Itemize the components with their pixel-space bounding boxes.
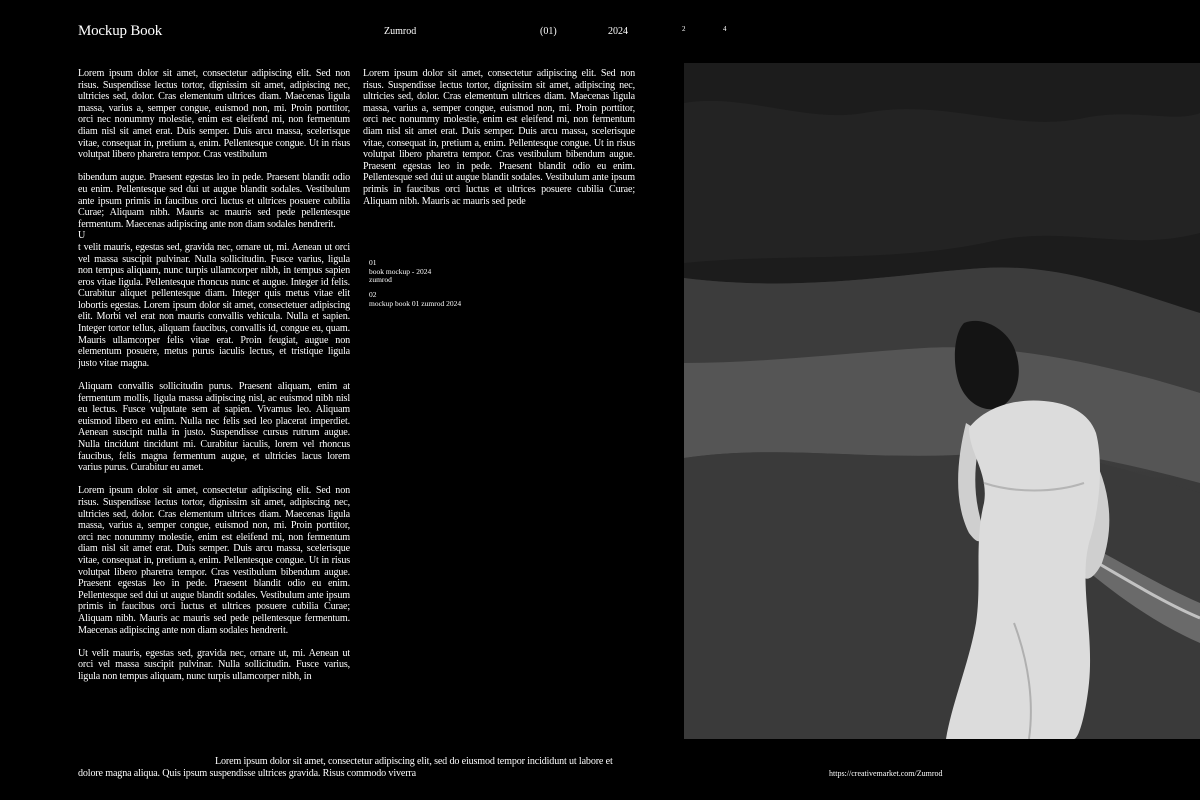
paragraph: t velit mauris, egestas sed, gravida nec, ornare ut, mi. Aenean ut orci vel massa suscipit pulvinar. Nulla sollicitudin. Fusce varius, ligula non tempus aliquam, nunc turpis ullamcorper nibh, in tempus sapien eros vitae ligula. Pellentesque rhoncus nunc et augue. Integer id felis. Curabitur aliquet pellentesque diam. Integer quis metus vitae elit lobortis egestas. Lorem ipsum dolor sit amet, consectetuer adipiscing elit. Morbi vel erat non mauris convallis vehicula. Nulla et sapien. Integer tortor tellus, aliquam faucibus, convallis id, congue eu, quam. Mauris ullamcorper felis vitae erat. Proin feugiat, augue non elementum posuere, metus purus iaculis lectus, et tristique ligula justo vitae magna. (78, 241, 350, 369)
paragraph: Ut velit mauris, egestas sed, gravida nec, ornare ut, mi. Aenean ut orci vel massa suscipit pulvinar. Nulla sollicitudin. Fusce varius, ligula non tempus aliquam, nunc turpis ullamcorper nibh, in (78, 647, 350, 682)
credit-line: book mockup - 2024 (369, 266, 432, 276)
credit-block-2 (369, 291, 461, 308)
credit-line: mockup book 01 zumrod 2024 (369, 298, 462, 308)
paragraph: Aliquam convallis sollicitudin purus. Praesent aliquam, enim at fermentum mollis, ligula massa adipiscing nisl, ac euismod nibh nisl eu lectus. Fusce vulputate sem at sapien. Vivamus leo. Aliquam euismod libero eu enim. Nulla nec felis sed leo placerat imperdiet. Aenean suscipit nulla in justo. Suspendisse cursus rutrum augue. Nulla tincidunt tincidunt mi. Curabitur iaculis, lorem vel rhoncus faucibus, felis magna fermentum augue, et ultricies lacus lorem varius purus. Curabitur eu amet. (78, 381, 350, 474)
paragraph: bibendum augue. Praesent egestas leo in pede. Praesent blandit odio eu enim. Pellentesque sed dui ut augue blandit sodales. Vestibulum ante ipsum primis in faucibus orci luctus et ultrices posuere cubilia Curae; Aliquam nibh. Mauris ac mauris sed pede pellentesque fermentum. Maecenas adipiscing ante non diam sodales hendrerit. (78, 172, 350, 230)
paragraph: Lorem ipsum dolor sit amet, consectetur adipiscing elit. Sed non risus. Suspendisse lectus tortor, dignissim sit amet, adipiscing nec, ultricies sed, dolor. Cras elementum ultrices diam. Maecenas ligula massa, varius a, semper congue, euismod non, mi. Proin porttitor, orci nec nonummy molestie, enim est eleifend mi, non fermentum diam nisl sit amet erat. Duis semper. Duis arcu massa, scelerisque vitae, consequat in, pretium a, enim. Pellentesque congue. Ut in risus volutpat libero pharetra tempor. Cras vestibulum (78, 68, 350, 161)
photo-illustration (684, 63, 1200, 739)
photo-woman-on-shore (684, 63, 1200, 739)
credit-line: zumrod (369, 275, 392, 284)
footer-text: Lorem ipsum dolor sit amet, consectetur adipiscing elit, sed do eiusmod tempor incididunt ut labore et dolore magna aliqua. Quis ipsum suspendisse ultrices gravida. Risus commodo viverra (78, 756, 613, 779)
right-text-column (363, 68, 635, 207)
credit-block-1 (369, 259, 431, 285)
paragraph: Lorem ipsum dolor sit amet, consectetur adipiscing elit. Sed non risus. Suspendisse lectus tortor, dignissim sit amet, adipiscing nec, ultricies sed, dolor. Cras elementum ultrices diam. Maecenas ligula massa, varius a, semper congue, euismod non, mi. Proin porttitor, orci nec nonummy molestie, enim est eleifend mi, non fermentum diam nisl sit amet erat. Duis semper. Duis arcu massa, scelerisque vitae, consequat in, pretium a, enim. Pellentesque congue. Ut in risus volutpat libero pharetra tempor. Cras vestibulum bibendum augue. Praesent egestas leo in pede. Praesent blandit odio eu enim. Pellentesque sed dui ut augue blandit sodales. Vestibulum ante ipsum primis in faucibus orci luctus et ultrices posuere cubilia Curae; Aliquam nibh. Mauris ac mauris sed pede (363, 68, 635, 207)
drop-letter: U (78, 230, 86, 242)
header-year: 2024 (608, 26, 628, 37)
footer-url[interactable]: https://creativemarket.com/Zumrod (829, 769, 943, 778)
issue-number: (01) (540, 26, 557, 37)
credit-number: 01 (369, 258, 377, 267)
credit-number: 02 (369, 290, 377, 299)
header-title: Zumrod (384, 26, 417, 37)
brand-title: Mockup Book (78, 23, 163, 39)
page-number-left: 2 (682, 25, 686, 33)
page-number-right: 4 (723, 25, 727, 33)
left-text-column (78, 68, 350, 718)
paragraph: Lorem ipsum dolor sit amet, consectetur adipiscing elit. Sed non risus. Suspendisse lectus tortor, dignissim sit amet, adipiscing nec, ultricies sed, dolor. Cras elementum ultrices diam. Maecenas ligula massa, varius a, semper congue, euismod non, mi. Proin porttitor, orci nec nonummy molestie, enim est eleifend mi, non fermentum diam nisl sit amet erat. Duis semper. Duis arcu massa, scelerisque vitae, consequat in, pretium a, enim. Pellentesque congue. Ut in risus volutpat libero pharetra tempor. Cras vestibulum bibendum augue. Praesent egestas leo in pede. Praesent blandit odio eu enim. Pellentesque sed dui ut augue blandit sodales. Vestibulum ante ipsum primis in faucibus orci luctus et ultrices posuere cubilia Curae; Aliquam nibh. Mauris ac mauris sed pede pellentesque fermentum. Maecenas adipiscing ante non diam sodales hendrerit. (78, 485, 350, 636)
